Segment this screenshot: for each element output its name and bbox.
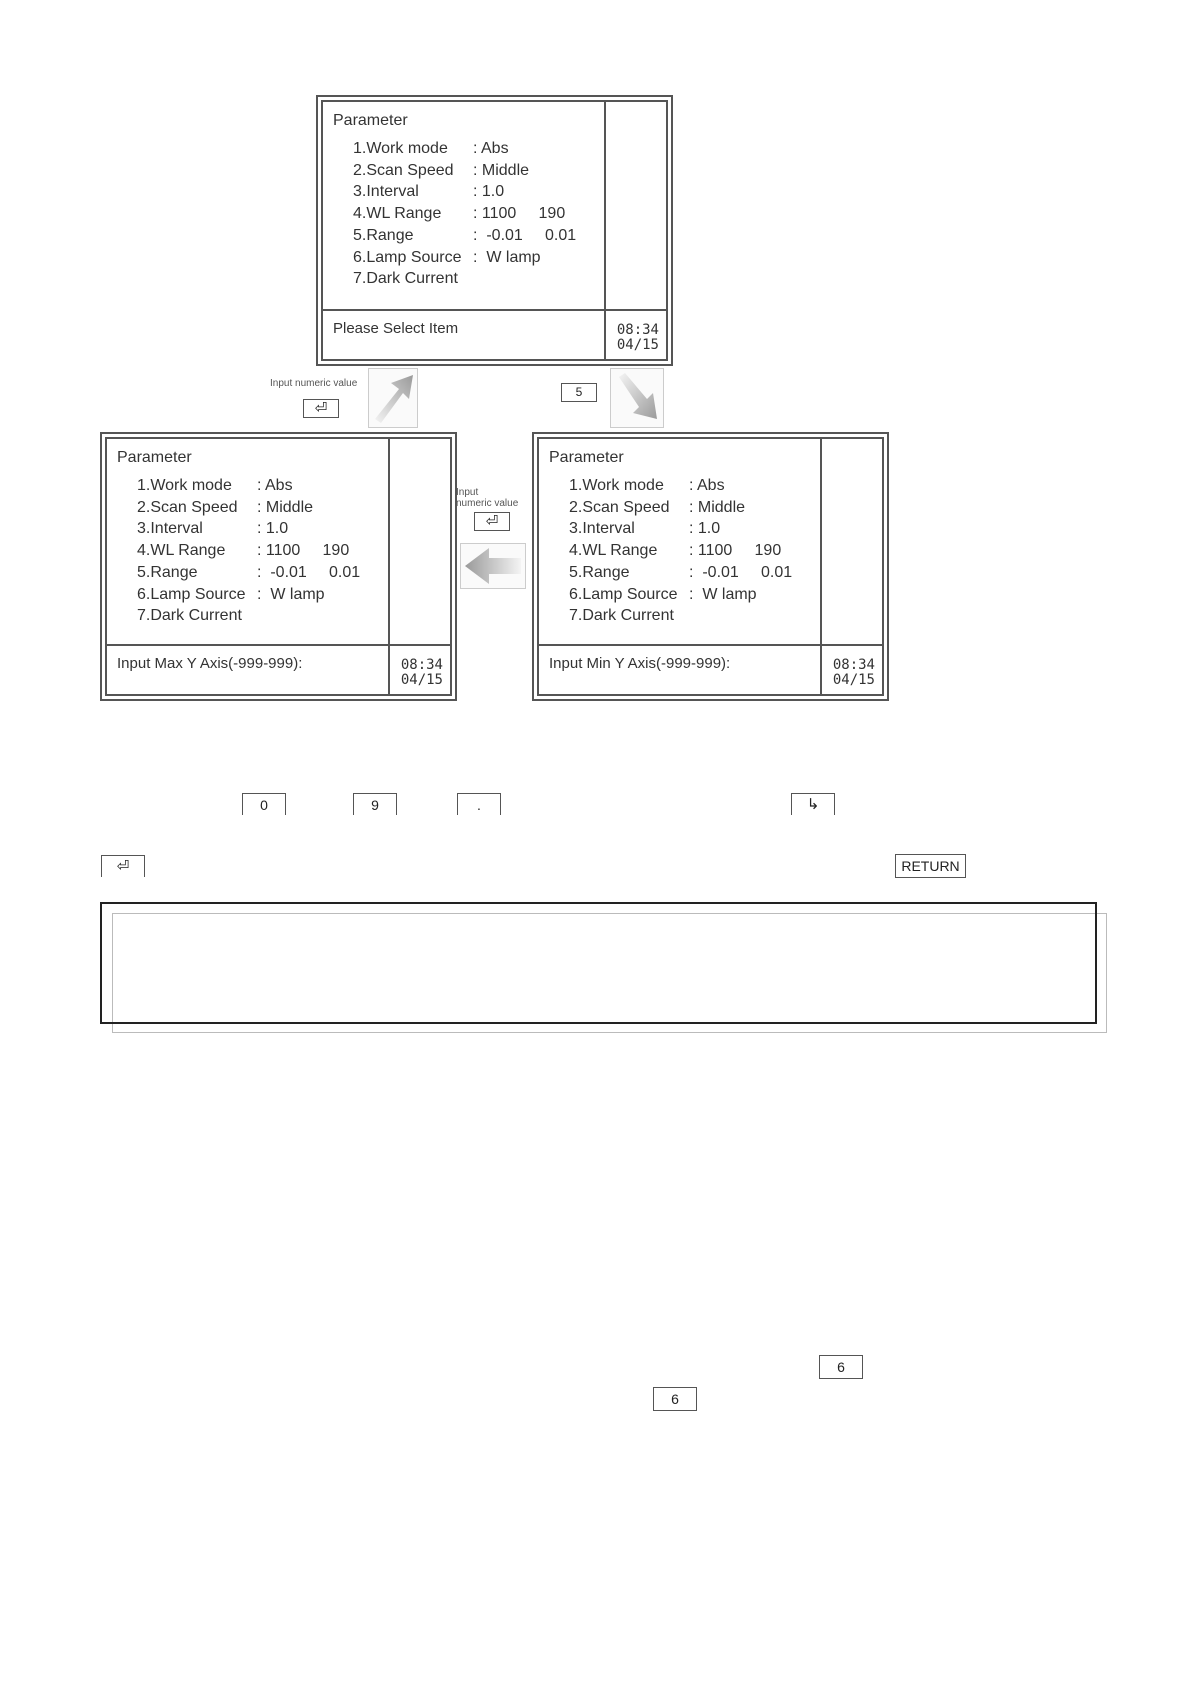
enter-key[interactable] [474, 512, 510, 531]
parameter-label: 2.Scan Speed [569, 498, 670, 516]
parameter-value: : 1.0 [689, 520, 721, 538]
parameter-label: 2.Scan Speed [353, 161, 454, 179]
parameter-value: : Abs [257, 477, 293, 494]
clock-time: 08:34 [400, 657, 443, 673]
clock-time: 08:34 [832, 657, 875, 673]
screen-clock [401, 658, 443, 688]
shift-arrow-icon: ↳ [806, 795, 820, 813]
parameter-value: : W lamp [689, 585, 757, 603]
parameter-label: 1.Work mode [353, 140, 448, 157]
parameter-value: : -0.01 0.01 [473, 226, 577, 244]
parameter-label: 3.Interval [353, 183, 419, 201]
parameter-value: : Abs [689, 477, 725, 494]
parameter-value: : 1.0 [473, 183, 505, 201]
parameter-row [137, 605, 360, 627]
screen-parameter-top [316, 95, 673, 366]
parameter-label: 6.Lamp Source [569, 585, 678, 603]
screen-title: Parameter [117, 449, 192, 466]
arrow-down-right-box [610, 368, 664, 428]
input-numeric-value-caption: Input numeric value [270, 378, 358, 389]
parameter-label: 2.Scan Speed [137, 498, 238, 516]
arrow-up-right-icon [369, 369, 417, 427]
parameter-label: 6.Lamp Source [353, 248, 462, 266]
parameter-label: 5.Range [569, 563, 630, 581]
key-5[interactable]: 5 [561, 383, 597, 402]
parameter-row [353, 138, 576, 160]
parameter-row [353, 225, 576, 247]
arrow-down-right-icon [611, 369, 663, 427]
clock-date: 04/15 [616, 337, 659, 353]
parameter-row [137, 584, 360, 606]
parameter-value: : -0.01 0.01 [689, 563, 793, 581]
parameter-row [353, 160, 576, 182]
parameter-row [569, 475, 792, 497]
input-caption-line: numeric value [456, 498, 519, 509]
parameter-value: : Abs [473, 140, 509, 157]
parameter-label: 7.Dark Current [569, 607, 674, 625]
parameter-row [137, 518, 360, 540]
parameter-value: : Middle [473, 161, 530, 179]
shift-key[interactable] [791, 793, 835, 815]
input-caption-line: Input [456, 487, 479, 498]
screen-title: Parameter [333, 112, 408, 129]
parameter-value: : Middle [257, 498, 314, 516]
parameter-row [353, 268, 576, 290]
key-0[interactable]: 0 [242, 793, 286, 815]
parameter-label: 5.Range [137, 563, 198, 581]
clock-date: 04/15 [400, 672, 443, 688]
screen-inner-frame [321, 100, 668, 361]
parameter-value: : W lamp [473, 248, 541, 266]
arrow-left-icon [461, 544, 525, 588]
parameter-list [569, 475, 792, 627]
parameter-label: 7.Dark Current [137, 607, 242, 625]
parameter-label: 4.WL Range [353, 205, 442, 223]
parameter-row [569, 584, 792, 606]
parameter-row [137, 562, 360, 584]
parameter-row [569, 518, 792, 540]
parameter-value: : 1.0 [257, 520, 289, 538]
screen-inner-frame [537, 437, 884, 696]
parameter-value: : W lamp [257, 585, 325, 603]
parameter-row [137, 540, 360, 562]
parameter-list [353, 138, 576, 290]
parameter-label: 6.Lamp Source [137, 585, 246, 603]
screen-clock [833, 658, 875, 688]
parameter-label: 4.WL Range [569, 542, 658, 560]
parameter-label: 3.Interval [569, 520, 635, 538]
parameter-row [569, 562, 792, 584]
screen-parameter-min-y [532, 432, 889, 701]
parameter-row [137, 475, 360, 497]
parameter-label: 1.Work mode [137, 477, 232, 494]
parameter-label: 7.Dark Current [353, 270, 458, 288]
parameter-list [137, 475, 360, 627]
key-dot[interactable]: . [457, 793, 501, 815]
enter-key[interactable] [303, 399, 339, 418]
key-6[interactable]: 6 [819, 1355, 863, 1379]
parameter-value: : 1100 190 [257, 542, 350, 560]
enter-key[interactable] [101, 855, 145, 877]
parameter-row [569, 497, 792, 519]
parameter-row [569, 540, 792, 562]
parameter-row [353, 203, 576, 225]
enter-icon: ⏎ [116, 857, 130, 875]
arrow-left-box [460, 543, 526, 589]
parameter-label: 5.Range [353, 226, 414, 244]
arrow-up-right-box [368, 368, 418, 428]
parameter-label: 4.WL Range [137, 542, 226, 560]
parameter-row [353, 247, 576, 269]
parameter-label: 3.Interval [137, 520, 203, 538]
screen-inner-frame [105, 437, 452, 696]
return-key[interactable]: RETURN [895, 854, 966, 878]
key-6[interactable]: 6 [653, 1387, 697, 1411]
screen-parameter-max-y [100, 432, 457, 701]
parameter-label: 1.Work mode [569, 477, 664, 494]
screen-prompt: Please Select Item [333, 320, 459, 337]
clock-time: 08:34 [616, 322, 659, 338]
parameter-value: : Middle [689, 498, 746, 516]
key-9[interactable]: 9 [353, 793, 397, 815]
parameter-row [353, 181, 576, 203]
enter-icon: ⏎ [314, 399, 328, 417]
clock-date: 04/15 [832, 672, 875, 688]
screen-prompt: Input Min Y Axis(-999-999): [549, 655, 731, 672]
parameter-row [137, 497, 360, 519]
parameter-value: : 1100 190 [689, 542, 782, 560]
screen-title: Parameter [549, 449, 624, 466]
note-box [100, 902, 1097, 1024]
enter-icon: ⏎ [485, 512, 499, 530]
parameter-row [569, 605, 792, 627]
parameter-value: : -0.01 0.01 [257, 563, 361, 581]
screen-clock [617, 323, 659, 353]
input-caption [456, 487, 518, 509]
parameter-value: : 1100 190 [473, 205, 566, 223]
screen-prompt: Input Max Y Axis(-999-999): [117, 655, 303, 672]
